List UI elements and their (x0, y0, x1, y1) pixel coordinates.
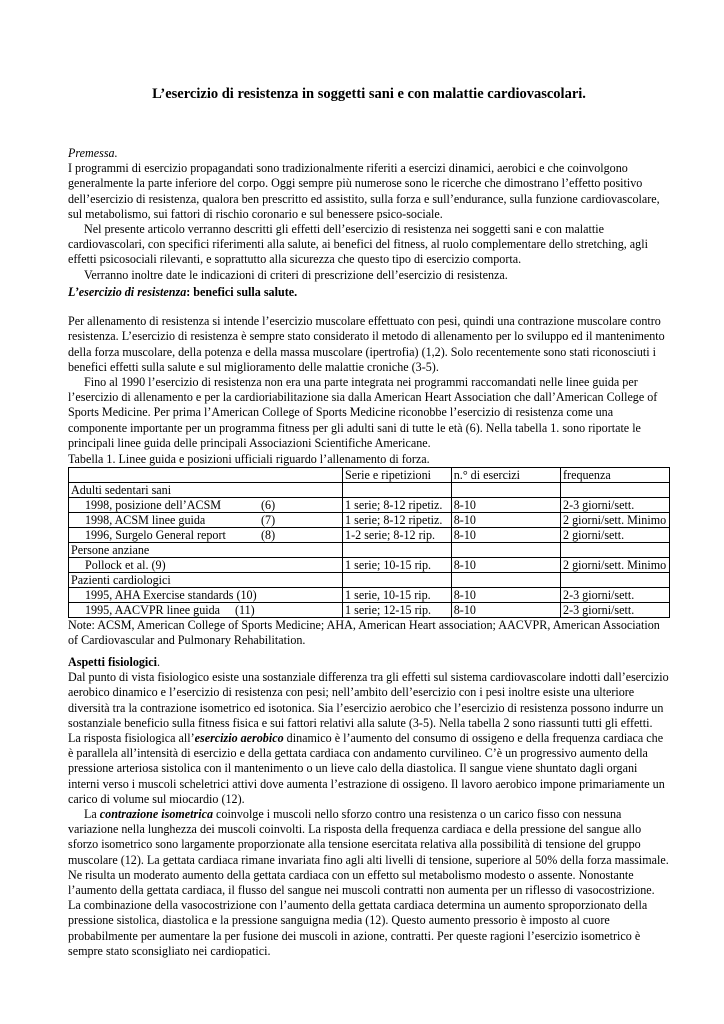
table-group-cell: Persone anziane (69, 543, 343, 558)
physiology-paragraph-2: La risposta fisiologica all’esercizio aerobico dinamico è l’aumento del consumo di ossigeno e della frequenza cardiaca che è parallela all’intensità di esercizio e della gettata cardiaca con andamento curvilineo. C’è un progressivo aumento della pressione arteriosa sistolica con il mantenimento o un lieve calo della diastolica. Il sangue viene shuntato dagli organi interni verso i muscoli scheletrici attivi dove aumenta l’estrazione di ossigeno. Il lavoro aerobico impone primariamente un carico di volume sul miocardio (12). (68, 731, 665, 806)
physiology-heading: Aspetti fisiologici. (68, 655, 161, 669)
document-title: L’esercizio di resistenza in soggetti sani e con malattie cardiovascolari. (152, 86, 586, 102)
benefits-paragraph-1: Per allenamento di resistenza si intende l’esercizio muscolare effettuato con pesi, quindi una contrazione muscolare contro resistenza. L’esercizio di resistenza è sempre stato considerato il metodo di allenamento per lo sviluppo ed il mantenimento della forza muscolare, della potenza e della massa muscolare (ipertrofia) (1,2). Solo recentemente sono stati riconosciuti i benefici effetti sulla salute e sul miglioramento delle malattie croniche (3-5). (68, 314, 665, 374)
benefits-paragraph-2: Fino al 1990 l’esercizio di resistenza non era una parte integrata nei programmi raccomandati nelle linee guida per l’esercizio di allenamento e per la cardioriabilitazione sia dalla American Heart Association che dall’American College of Sports Medicine. Per prima l’American College of Sports Medicine riconobbe l’esercizio di resistenza come una componente importante per un programma fitness per gli adulti sani di tutte le età (6). Nella tabella 1. sono riportate le principali linee guida delle principali Associazioni Scientifiche Americane. (68, 375, 658, 450)
premessa-heading: Premessa. (68, 146, 118, 160)
benefits-section (68, 285, 670, 451)
physiology-paragraph-1: Dal punto di vista fisiologico esiste una sostanziale differenza tra gli effetti sul sistema cardiovascolare indotti dall’esercizio aerobico dinamico e l’esercizio di resistenza con pesi; nell’ambito dell’esercizio con i pesi inoltre esiste una ulteriore diversità tra la contrazione isometrico ed isotonica. Sia l’esercizio aerobico che l’esercizio di resistenza possono indurre un sostanziale beneficio sulla fitness fisica e sui fattori relativi alla salute (3-5). Nella tabella 2 sono riassunti tutti gli effetti. (68, 670, 669, 730)
table-label-cell: 1998, posizione dell’ACSM (6) (69, 498, 343, 513)
benefits-heading-italic: L’esercizio di resistenza (68, 285, 187, 299)
table-row: 1995, AHA Exercise standards (10) 1 serie, 10-15 rip. 8-10 2-3 giorni/sett. (69, 588, 670, 603)
physiology-paragraph-3: La contrazione isometrica coinvolge i muscoli nello sforzo contro una resistenza o un carico fisso con nessuna variazione nella lunghezza dei muscoli coinvolti. La risposta della frequenza cardiaca e della pressione del sangue allo sforzo isometrico sono largamente proporzionate alla tensione esercitata relativa alla possibilità di tensione del gruppo muscolare (12). La gettata cardiaca rimane invariata fino agli alti livelli di tensione, superiore al 50% della forza massimale. Ne risulta un moderato aumento della gettata cardiaca con un effetto sul metabolismo modesto o assente. Nonostante l’aumento della gettata cardiaca, il flusso del sangue nei muscoli contratti non aumenta per un riflesso di vasocostrizione. La combinazione della vasocostrizione con l’aumento della gettata cardiaca determina un aumento sproporzionato della pressione sistolica, diastolica e la pressione sanguigna media (12). Questo aumento pressorio è imposto al cuore probabilmente per aumentare la per fusione dei muscoli in azione, contratti. Per queste ragioni l’esercizio isometrico è sempre stato sconsigliato nei cardiopatici. (68, 807, 669, 958)
table-row: 1995, AACVPR linee guida (11) 1 serie; 12-15 rip. 8-10 2-3 giorni/sett. (69, 603, 670, 618)
premessa-section (68, 146, 670, 283)
table-label-cell: 1995, AHA Exercise standards (10) (69, 588, 343, 603)
table-label-cell: 1998, ACSM linee guida (7) (69, 513, 343, 528)
table-header-cell: Serie e ripetizioni (343, 468, 452, 483)
table-caption: Tabella 1. Linee guida e posizioni ufficiali riguardo l’allenamento di forza. (68, 452, 430, 466)
table-row (69, 543, 670, 558)
table-row: 1998, posizione dell’ACSM (6) 1 serie; 8-12 ripetiz. 8-10 2-3 giorni/sett. (69, 498, 670, 513)
table-header-row (69, 468, 670, 483)
premessa-paragraph-1: I programmi di esercizio propagandati sono tradizionalmente riferiti a esercizi dinamici, aerobici e che coinvolgono generalmente la parte inferiore del corpo. Oggi sempre più numerose sono le ricerche che dimostrano l’effetto positivo dell’esercizio di resistenza, qualora ben prescritto ed assistito, sulla forza e sull’endurance, sulla funzione cardiovascolare, sul metabolismo, sui fattori di rischio coronario e sul benessere psico-sociale. (68, 161, 660, 221)
premessa-paragraph-3: Verranno inoltre date le indicazioni di criteri di prescrizione dell’esercizio di resistenza. (84, 267, 508, 282)
table-group-cell: Adulti sedentari sani (69, 483, 343, 498)
benefits-heading-rest: : benefici sulla salute. (186, 285, 298, 299)
benefits-heading (68, 285, 670, 300)
table-label-cell: Pollock et al. (9) (69, 558, 343, 573)
table-header-cell: frequenza (561, 468, 670, 483)
table-section (68, 452, 670, 649)
premessa-paragraph-2: Nel presente articolo verranno descritti gli effetti dell’esercizio di resistenza nei soggetti sani e con malattie cardiovascolari, con specifici riferimenti alla salute, ai benefici del fitness, al ruolo complementare dello stretching, agli effetti psicosociali rilevanti, e soprattutto alla sicurezza che questo tipo di esercizio comporta. (68, 222, 648, 267)
table-note: Note: ACSM, American College of Sports Medicine; AHA, American Heart association; AACVPR, American Association of Cardiovascular and Pulmonary Rehabilitation. (68, 618, 660, 648)
table-row (69, 573, 670, 588)
table-row (69, 483, 670, 498)
table-row: 1998, ACSM linee guida (7) 1 serie; 8-12 ripetiz. 8-10 2 giorni/sett. Minimo (69, 513, 670, 528)
physiology-section (68, 655, 670, 959)
table-group-cell: Pazienti cardiologici (69, 573, 343, 588)
table-label-cell: 1996, Surgelo General report (8) (69, 528, 343, 543)
table-row: 1996, Surgelo General report (8) 1-2 serie; 8-12 rip. 8-10 2 giorni/sett. (69, 528, 670, 543)
table-row: Pollock et al. (9) 1 serie; 10-15 rip. 8-10 2 giorni/sett. Minimo (69, 558, 670, 573)
table-header-cell: n.° di esercizi (451, 468, 560, 483)
table-label-cell: 1995, AACVPR linee guida (11) (69, 603, 343, 618)
guidelines-table (68, 467, 670, 618)
table-header-cell (69, 468, 343, 483)
